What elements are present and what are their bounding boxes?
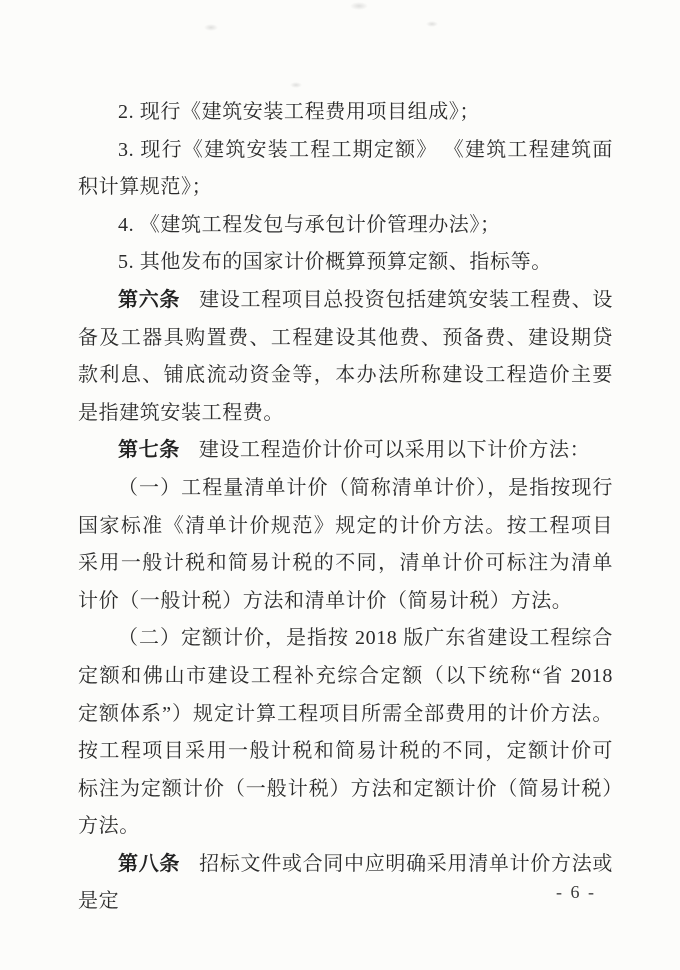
article-6-text: 建设工程项目总投资包括建筑安装工程费、设备及工器具购置费、工程建设其他费、预备费、建设期贷款利息、铺底流动资金等，本办法所称建设工程造价主要是指建筑安装工程费。 xyxy=(78,288,613,424)
article-8-text: 招标文件或合同中应明确采用清单计价方法或是定 xyxy=(78,852,613,913)
article-6-heading: 第六条 xyxy=(118,288,181,311)
page-number: - 6 - xyxy=(556,882,596,902)
sub-item-1-paragraph: （一）工程量清单计价（简称清单计价），是指按现行国家标准《清单计价规范》规定的计价方法。按工程项目采用一般计税和简易计税的不同，清单计价可标注为清单计价（一般计税）方法和清单计价（简易计税）方法。 xyxy=(78,476,613,612)
list-item-4: 4. 《建筑工程发包与承包计价管理办法》； xyxy=(118,213,501,236)
article-7-heading: 第七条 xyxy=(118,439,180,462)
article-7-text: 建设工程造价计价可以采用以下计价方法： xyxy=(198,439,591,462)
sub-item-2-paragraph: （二）定额计价，是指按 2018 版广东省建设工程综合定额和佛山市建设工程补充综合定额（以下统称“省 2018 定额体系”）规定计算工程项目所需全部费用的计价方法。按工程项目采用一般计税和简易计税的不同，定额计价可标注为定额计价（一般计税）方法和定额计价（简易计税）方法。 xyxy=(78,627,613,838)
list-item-5: 5. 其他发布的国家计价概算预算定额、指标等。 xyxy=(118,251,552,274)
list-item-2: 2. 现行《建筑安装工程费用项目组成》； xyxy=(118,101,480,123)
article-8-heading: 第八条 xyxy=(118,852,181,875)
document-content xyxy=(78,0,613,921)
article-8-paragraph xyxy=(78,846,613,921)
list-item-3: 3. 现行《建筑安装工程工期定额》 《建筑工程建筑面积计算规范》； xyxy=(78,138,613,199)
article-6-paragraph xyxy=(78,282,613,432)
article-7-paragraph xyxy=(78,432,613,470)
